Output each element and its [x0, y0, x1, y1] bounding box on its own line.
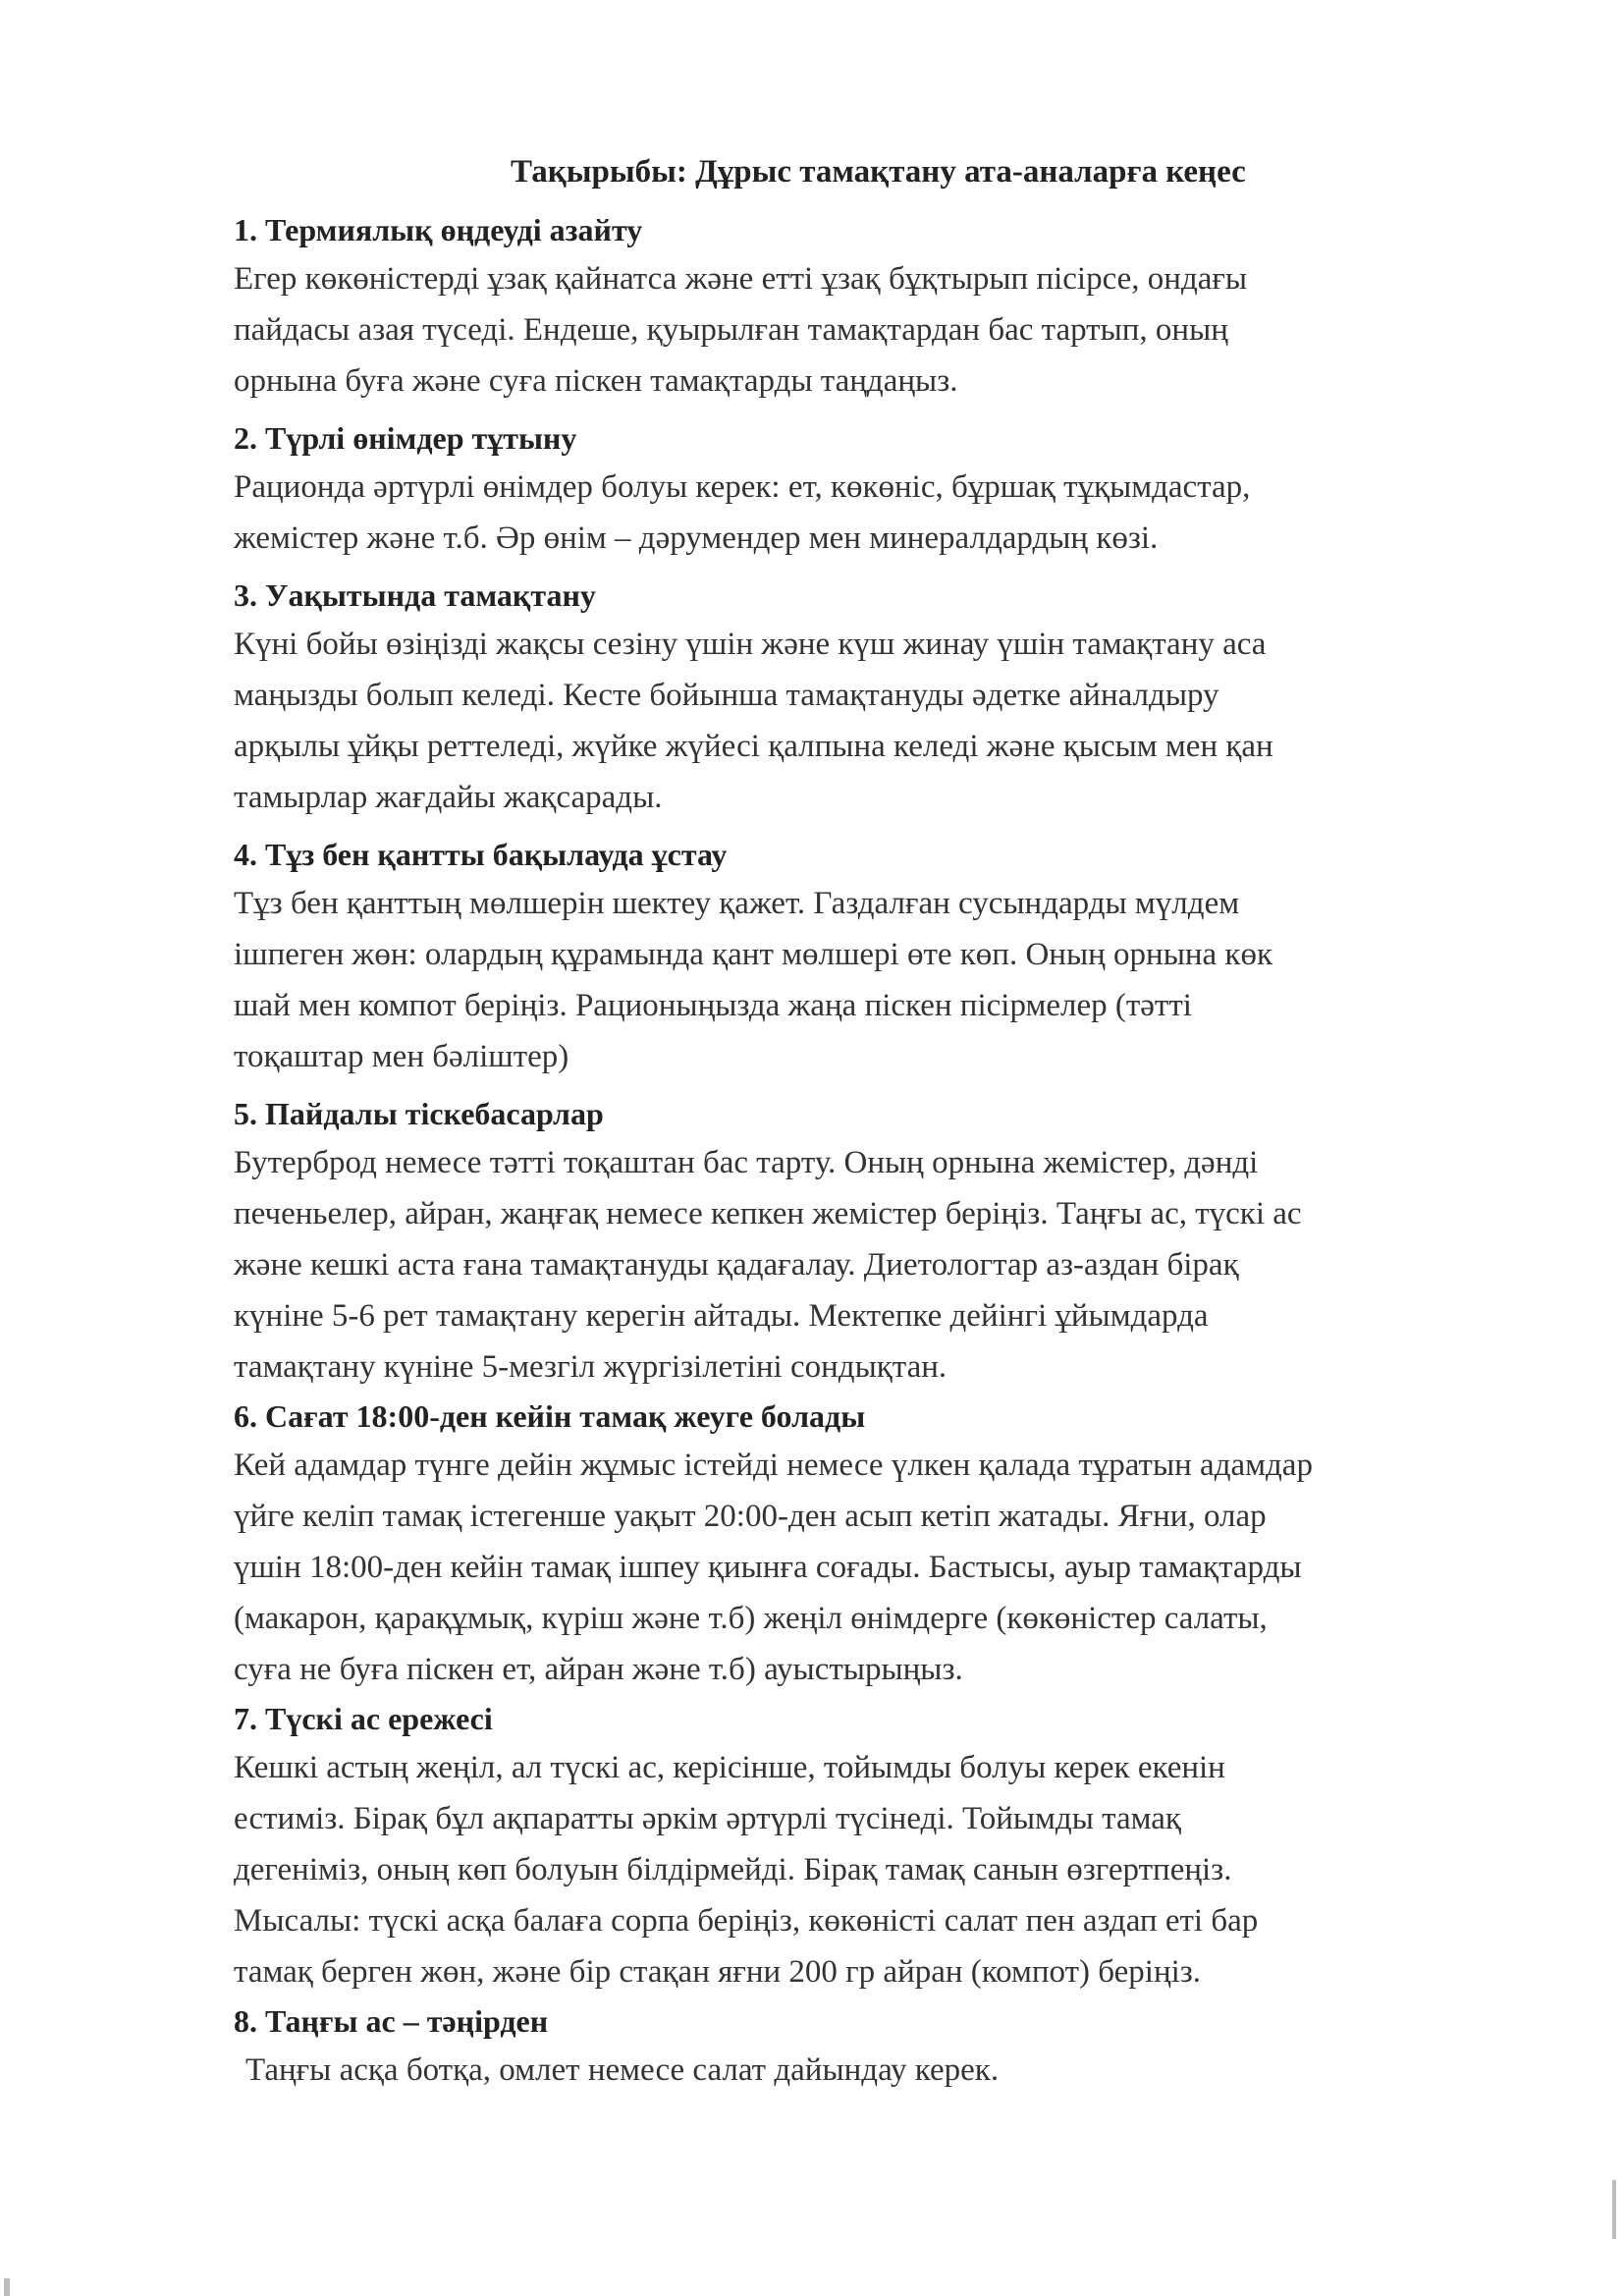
body-line: жемістер және т.б. Әр өнім – дәрумендер мен минералдардың көзі.	[234, 520, 1159, 556]
body-line: Кешкі астың жеңіл, ал түскі ас, керісінше, тойымды болуы керек екенін	[234, 1750, 1225, 1785]
document-title: Тақырыбы: Дұрыс тамақтану ата-аналарға кеңес	[511, 154, 1246, 190]
body-line: үйге келіп тамақ істегенше уақыт 20:00-ден асып кетіп жатады. Яғни, олар	[234, 1499, 1267, 1534]
body-line: суға не буға піскен ет, айран және т.б) ауыстырыңыз.	[234, 1652, 963, 1687]
section-body	[234, 878, 1520, 1082]
section-body	[234, 1742, 1520, 1997]
body-line: ішпеген жөн: олардың құрамында қант мөлшері өте көп. Оның орнына көк	[234, 937, 1272, 972]
section-heading: 5. Пайдалы тіскебасарлар	[234, 1096, 604, 1131]
section-heading: 3. Уақытында тамақтану	[234, 577, 596, 613]
body-line: шай мен компот беріңіз. Рационыңызда жаңа піскен пісірмелер (тәтті	[234, 988, 1192, 1023]
body-line: пайдасы азая түседі. Ендеше, қуырылған тамақтардан бас тартып, оның	[234, 312, 1228, 348]
body-line: арқылы ұйқы реттеледі, жүйке жүйесі қалпына келеді және қысым мен қан	[234, 729, 1273, 764]
body-line: дегеніміз, оның көп болуын білдірмейді. Бірақ тамақ санын өзгертпеңіз.	[234, 1852, 1232, 1887]
section-heading: 8. Таңғы ас – тәңірден	[234, 2003, 549, 2039]
body-line: Рационда әртүрлі өнімдер болуы керек: ет, көкөніс, бұршақ тұқымдастар,	[234, 469, 1251, 505]
body-line: орнына буға және суға піскен тамақтарды таңдаңыз.	[234, 363, 958, 399]
scan-corner-mark	[4, 2278, 10, 2296]
body-line: Кей адамдар түнге дейін жұмыс істейді немесе үлкен қалада тұратын адамдар	[234, 1448, 1313, 1483]
section-heading: 7. Түскі ас ережесі	[234, 1701, 493, 1736]
section	[234, 1090, 1530, 1393]
section-body	[234, 253, 1520, 407]
body-line: естиміз. Бірақ бұл ақпаратты әркім әртүрлі түсінеді. Тойымды тамақ	[234, 1801, 1181, 1836]
body-line: Күні бойы өзіңізді жақсы сезіну үшін және күш жинау үшін тамақтану аса	[234, 627, 1267, 662]
section-body	[234, 1137, 1520, 1393]
body-line: тамақ берген жөн, және бір стақан яғни 200 гр айран (компот) беріңіз.	[234, 1954, 1202, 1990]
body-line: Бутерброд немесе тәтті тоқаштан бас тарту. Оның орнына жемістер, дәнді	[234, 1145, 1259, 1180]
section	[234, 1695, 1530, 1997]
body-line: тамырлар жағдайы жақсарады.	[234, 780, 663, 815]
section-heading: 6. Сағат 18:00-ден кейін тамақ жеуге болады	[234, 1398, 866, 1434]
section-body	[234, 462, 1520, 564]
sections-container	[234, 206, 1530, 2096]
body-line: Мысалы: түскі асқа балаға сорпа беріңіз, көкөністі салат пен аздап еті бар	[234, 1903, 1259, 1939]
section-body	[234, 1440, 1520, 1695]
section-body	[234, 619, 1520, 823]
body-line: (макарон, қарақұмық, күріш және т.б) жеңіл өнімдерге (көкөністер салаты,	[234, 1601, 1268, 1636]
section	[234, 206, 1530, 407]
body-line: Тұз бен қанттың мөлшерін шектеу қажет. Газдалған сусындарды мүлдем	[234, 886, 1240, 921]
section	[234, 831, 1530, 1082]
section	[234, 1393, 1530, 1695]
body-line: печеньелер, айран, жаңғақ немесе кепкен жемістер беріңіз. Таңғы ас, түскі ас	[234, 1196, 1302, 1231]
body-line: Егер көкөністерді ұзақ қайнатса және етті ұзақ бұқтырып пісірсе, ондағы	[234, 261, 1248, 297]
body-line: күніне 5-6 рет тамақтану керегін айтады. Мектепке дейінгі ұйымдарда	[234, 1298, 1209, 1334]
section	[234, 1997, 1530, 2096]
body-line: Таңғы асқа ботқа, омлет немесе салат дайындау керек.	[245, 2052, 1000, 2088]
body-line: және кешкі аста ғана тамақтануды қадағалау. Диетологтар аз-аздан бірақ	[234, 1247, 1239, 1283]
scan-edge-mark	[1612, 2180, 1616, 2239]
section	[234, 572, 1530, 823]
section-body	[234, 2045, 1532, 2096]
body-line: тамақтану күніне 5-мезгіл жүргізілетіні сондықтан.	[234, 1349, 947, 1385]
section	[234, 414, 1530, 564]
section-heading: 4. Тұз бен қантты бақылауда ұстау	[234, 837, 728, 872]
body-line: үшін 18:00-ден кейін тамақ ішпеу қиынға соғады. Бастысы, ауыр тамақтарды	[234, 1550, 1302, 1585]
body-line: тоқаштар мен бәліштер)	[234, 1039, 569, 1074]
section-heading: 2. Түрлі өнімдер тұтыну	[234, 420, 577, 456]
body-line: маңызды болып келеді. Кесте бойынша тамақтануды әдетке айналдыру	[234, 678, 1219, 713]
section-heading: 1. Термиялық өңдеуді азайту	[234, 212, 643, 247]
document-page	[234, 147, 1530, 2096]
